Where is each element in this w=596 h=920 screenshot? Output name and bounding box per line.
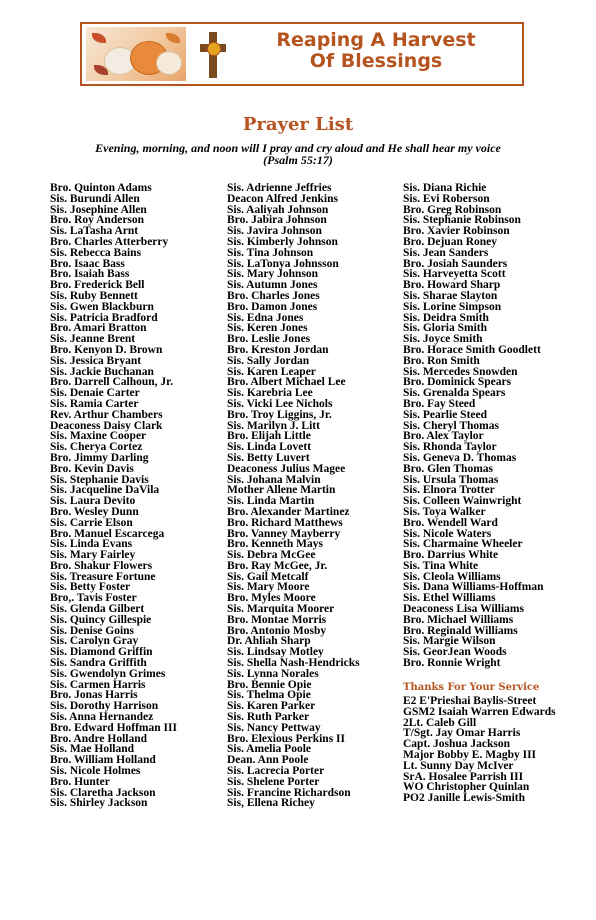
list-item: Sis. Nicole Holmes bbox=[50, 765, 141, 778]
list-item: Sis. Linda Lovett bbox=[227, 441, 312, 454]
list-item: Bro. Leslie Jones bbox=[227, 333, 311, 346]
prayer-list-column-1 bbox=[50, 183, 177, 809]
list-item: Bro. Troy Liggins, Jr. bbox=[227, 408, 332, 421]
list-item: Sis. Treasure Fortune bbox=[50, 570, 156, 583]
list-item: Sis. Carolyn Gray bbox=[50, 635, 139, 648]
list-item: Bro. Wesley Dunn bbox=[50, 505, 139, 518]
list-item: Bro. Richard Matthews bbox=[227, 516, 343, 529]
list-item: Sis. Shella Nash-Hendricks bbox=[227, 657, 360, 670]
list-item: Sis. Jeanne Brent bbox=[50, 333, 136, 346]
list-item: Bro. Isaac Bass bbox=[50, 257, 125, 270]
list-item: Bro. Ray McGee, Jr. bbox=[227, 559, 328, 572]
list-item: Sis. Rebecca Bains bbox=[50, 246, 142, 259]
list-item: Sis. Burundi Allen bbox=[50, 192, 140, 205]
list-item: Bro. Kevin Davis bbox=[50, 462, 134, 475]
list-item: Sis. Amelia Poole bbox=[227, 743, 312, 756]
list-item: Bro. Charles Atterberry bbox=[50, 235, 169, 248]
list-item: Bro. Bennie Opie bbox=[227, 678, 312, 691]
list-item: Bro. Greg Robinson bbox=[403, 203, 502, 216]
list-item: Bro. Albert Michael Lee bbox=[227, 376, 346, 389]
list-item: Bro. Andre Holland bbox=[50, 732, 148, 745]
sunflower-icon bbox=[207, 42, 221, 56]
list-item: Sis. Mary Fairley bbox=[50, 549, 136, 562]
white-pumpkin-icon bbox=[156, 51, 182, 75]
list-item: Bro. Shakur Flowers bbox=[50, 559, 153, 572]
list-item: PO2 Janille Lewis-Smith bbox=[403, 792, 526, 805]
banner-title-line2: Of Blessings bbox=[309, 50, 443, 72]
leaf-icon bbox=[92, 33, 106, 43]
list-item: Bro. Dejuan Roney bbox=[403, 235, 498, 248]
list-item: Sis. Gwen Blackburn bbox=[50, 300, 154, 313]
list-item: Bro. Isaiah Bass bbox=[50, 268, 130, 281]
list-item: Sis. Jackie Buchanan bbox=[50, 365, 154, 378]
list-item: Sis. Johana Malvin bbox=[227, 473, 321, 486]
list-item: Bro. Michael Williams bbox=[403, 613, 514, 626]
list-item: Sis, Ellena Richey bbox=[227, 797, 315, 810]
list-item: Bro. Quinton Adams bbox=[50, 182, 152, 194]
list-item: Sis. Deidra Smith bbox=[403, 311, 489, 324]
list-item: Bro. Darrell Calhoun, Jr. bbox=[50, 376, 174, 389]
list-item: Deaconess Julius Magee bbox=[227, 462, 346, 475]
prayer-list-column-3 bbox=[403, 183, 543, 669]
list-item: Sis. Diana Richie bbox=[403, 182, 487, 194]
list-item: Sis. Shirley Jackson bbox=[50, 797, 148, 810]
list-item: Deacon Alfred Jenkins bbox=[227, 192, 338, 205]
list-item: Sis. Ethel Williams bbox=[403, 592, 496, 605]
list-item: Bro. Glen Thomas bbox=[403, 462, 493, 475]
list-item: Sis. Jacqueline DaVila bbox=[50, 484, 160, 497]
cross-icon bbox=[200, 32, 226, 78]
list-item: Sis. Mercedes Snowden bbox=[403, 365, 518, 378]
list-item: Sis. Joyce Smith bbox=[403, 333, 483, 346]
list-item: Bro. Frederick Bell bbox=[50, 279, 145, 292]
list-item: Bro. Amari Bratton bbox=[50, 322, 147, 335]
list-item: Sis. Vicki Lee Nichols bbox=[227, 397, 333, 410]
list-item: Bro. Howard Sharp bbox=[403, 279, 501, 292]
list-item: Sis. Marilyn J. Litt bbox=[227, 419, 320, 432]
list-item: Sis. Toya Walker bbox=[403, 505, 486, 518]
list-item: E2 E'Prieshai Baylis-Street bbox=[403, 695, 537, 707]
prayer-list-column-2 bbox=[227, 183, 360, 809]
list-item: GSM2 Isaiah Warren Edwards bbox=[403, 705, 556, 718]
list-item: Capt. Joshua Jackson bbox=[403, 738, 511, 751]
list-item: Sis. Ruth Parker bbox=[227, 711, 310, 724]
list-item: Sis. Autumn Jones bbox=[227, 279, 318, 292]
list-item: Bro. Damon Jones bbox=[227, 300, 318, 313]
list-item: Bro. Hunter bbox=[50, 775, 110, 788]
list-item: Sis. Betty Luvert bbox=[227, 451, 310, 464]
list-item: Sis. Edna Jones bbox=[227, 311, 304, 324]
list-item: Sis. Carrie Elson bbox=[50, 516, 133, 529]
list-item: Sis. Grenalda Spears bbox=[403, 387, 506, 400]
list-item: Sis. Josephine Allen bbox=[50, 203, 147, 216]
list-item: Sis. Stephanie Davis bbox=[50, 473, 149, 486]
list-item: Sis. LaTonya Johnsson bbox=[227, 257, 339, 270]
list-item: Sis. Betty Foster bbox=[50, 581, 131, 594]
list-item: Sis. Keren Jones bbox=[227, 322, 308, 335]
list-item: Sis. Claretha Jackson bbox=[50, 786, 156, 799]
list-item: Sis. Sally Jordan bbox=[227, 354, 310, 367]
list-item: Sis. Evi Roberson bbox=[403, 192, 490, 205]
list-item: Bro. Roy Anderson bbox=[50, 214, 145, 227]
list-item: Sis. GeorJean Woods bbox=[403, 646, 507, 659]
list-item: Sis. Karebria Lee bbox=[227, 387, 313, 400]
list-item: Sis. Mary Moore bbox=[227, 581, 310, 594]
list-item: Bro. Dominick Spears bbox=[403, 376, 512, 389]
list-item: Bro. Fay Steed bbox=[403, 397, 476, 410]
list-item: Bro. Elexious Perkins II bbox=[227, 732, 345, 745]
list-item: Bro. Manuel Escarcega bbox=[50, 527, 165, 540]
list-item: Sis. Ruby Bennett bbox=[50, 289, 138, 302]
verse-reference: (Psalm 55:17) bbox=[263, 153, 333, 167]
list-item: Sis. Lacrecia Porter bbox=[227, 765, 325, 778]
list-item: Sis. Dana Williams-Hoffman bbox=[403, 581, 544, 594]
list-item: Sis. Mae Holland bbox=[50, 743, 135, 756]
list-item: Sis. Nicole Waters bbox=[403, 527, 492, 540]
header-banner bbox=[80, 22, 524, 86]
list-item: Sis. Geneva D. Thomas bbox=[403, 451, 517, 464]
list-item: Sis. Jean Sanders bbox=[403, 246, 489, 259]
list-item: Sis. Karen Leaper bbox=[227, 365, 316, 378]
list-item: Sis. Sharae Slayton bbox=[403, 289, 498, 302]
list-item: Sis. Elnora Trotter bbox=[403, 484, 495, 497]
list-item: Sis. Marquita Moorer bbox=[227, 603, 335, 616]
list-item: Sis. Gail Metcalf bbox=[227, 570, 309, 583]
list-item: Sis. Ramia Carter bbox=[50, 397, 139, 410]
list-item: Bro. Jabira Johnson bbox=[227, 214, 327, 227]
list-item: Bro. Charles Jones bbox=[227, 289, 320, 302]
list-item: Sis. Gwendolyn Grimes bbox=[50, 667, 166, 680]
list-item: Sis. LaTasha Arnt bbox=[50, 225, 139, 238]
list-item: Sis. Mary Johnson bbox=[227, 268, 319, 281]
list-item: Sis. Stephanie Robinson bbox=[403, 214, 521, 227]
thanks-for-service-section bbox=[403, 682, 556, 804]
list-item: Lt. Sunny Day McIver bbox=[403, 759, 514, 772]
leaf-icon bbox=[166, 33, 180, 43]
list-item: Sis. Ursula Thomas bbox=[403, 473, 499, 486]
list-item: Sis. Cleola Williams bbox=[403, 570, 501, 583]
list-item: WO Christopher Quinlan bbox=[403, 781, 530, 794]
list-item: Mother Allene Martin bbox=[227, 484, 336, 497]
list-item: Bro. Ron Smith bbox=[403, 354, 480, 367]
list-item: Bro. Edward Hoffman III bbox=[50, 721, 177, 734]
list-item: Bro. William Holland bbox=[50, 754, 156, 767]
scripture-verse bbox=[50, 142, 546, 166]
list-item: Sis. Cherya Cortez bbox=[50, 441, 143, 454]
list-item: Dean. Ann Poole bbox=[227, 754, 309, 767]
list-item: Sis. Laura Devito bbox=[50, 495, 136, 508]
list-item: Sis. Tina White bbox=[403, 559, 479, 572]
list-item: Sis. Lindsay Motley bbox=[227, 646, 324, 659]
list-item: Sis. Pearlie Steed bbox=[403, 408, 487, 421]
list-item: Sis. Dorothy Harrison bbox=[50, 700, 159, 713]
page-title: Prayer List bbox=[242, 114, 354, 135]
list-item: Sis. Javira Johnson bbox=[227, 225, 322, 238]
list-item: Sis. Linda Evans bbox=[50, 538, 133, 551]
list-item: Bro. Jonas Harris bbox=[50, 689, 138, 702]
list-item: Sis. Kimberly Johnson bbox=[227, 235, 338, 248]
list-item: Bro. Jimmy Darling bbox=[50, 451, 149, 464]
list-item: Bro. Montae Morris bbox=[227, 613, 327, 626]
list-item: Sis. Margie Wilson bbox=[403, 635, 496, 648]
list-item: Sis. Jessica Bryant bbox=[50, 354, 142, 367]
list-item: Bro. Ronnie Wright bbox=[403, 657, 501, 670]
list-item: Major Bobby E. Magby III bbox=[403, 748, 537, 761]
list-item: Sis. Thelma Opie bbox=[227, 689, 311, 702]
list-item: Rev. Arthur Chambers bbox=[50, 408, 163, 421]
list-item: Sis. Diamond Griffin bbox=[50, 646, 153, 659]
list-item: 2Lt. Caleb Gill bbox=[403, 716, 477, 729]
list-item: Sis. Nancy Pettway bbox=[227, 721, 321, 734]
list-item: Bro,. Tavis Foster bbox=[50, 592, 137, 605]
list-item: Sis. Rhonda Taylor bbox=[403, 441, 497, 454]
list-item: Sis. Sandra Griffith bbox=[50, 657, 147, 670]
list-item: Sis. Aaliyah Johnson bbox=[227, 203, 329, 216]
list-item: Bro. Kenneth Mays bbox=[227, 538, 323, 551]
list-item: Sis. Shelene Porter bbox=[227, 775, 320, 788]
list-item: Bro. Elijah Little bbox=[227, 430, 311, 443]
banner-title bbox=[232, 30, 520, 72]
list-item: Sis. Adrienne Jeffries bbox=[227, 182, 332, 194]
list-item: Sis. Maxine Cooper bbox=[50, 430, 147, 443]
service-member-list bbox=[403, 696, 556, 804]
list-item: Bro. Wendell Ward bbox=[403, 516, 498, 529]
list-item: Bro. Darrius White bbox=[403, 549, 499, 562]
list-item: Sis. Lynna Norales bbox=[227, 667, 319, 680]
list-item: Sis. Cheryl Thomas bbox=[403, 419, 499, 432]
list-item: Bro. Kenyon D. Brown bbox=[50, 343, 163, 356]
list-item: Sis. Lorine Simpson bbox=[403, 300, 502, 313]
list-item: Sis. Carmen Harris bbox=[50, 678, 146, 691]
list-item: Bro. Reginald Williams bbox=[403, 624, 518, 637]
list-item: Sis. Colleen Wainwright bbox=[403, 495, 522, 508]
verse-text: Evening, morning, and noon will I pray and cry aloud and He shall hear my voice bbox=[95, 141, 501, 155]
list-item: Bro. Josiah Saunders bbox=[403, 257, 508, 270]
list-item: Sis. Gloria Smith bbox=[403, 322, 488, 335]
list-item: Bro. Myles Moore bbox=[227, 592, 316, 605]
list-item: SrA. Hosalee Parrish III bbox=[403, 770, 524, 783]
list-item: Bro. Kreston Jordan bbox=[227, 343, 329, 356]
thanks-heading: Thanks For Your Service bbox=[403, 682, 540, 693]
list-item: Bro. Antonio Mosby bbox=[227, 624, 327, 637]
list-item: T/Sgt. Jay Omar Harris bbox=[403, 727, 521, 740]
list-item: Sis. Linda Martin bbox=[227, 495, 315, 508]
list-item: Sis. Karen Parker bbox=[227, 700, 316, 713]
list-item: Sis. Tina Johnson bbox=[227, 246, 314, 259]
list-item: Sis. Denise Goins bbox=[50, 624, 135, 637]
list-item: Deaconess Lisa Williams bbox=[403, 603, 524, 616]
list-item: Bro. Alex Taylor bbox=[403, 430, 484, 443]
list-item: Bro. Alexander Martinez bbox=[227, 505, 350, 518]
list-item: Sis. Harveyetta Scott bbox=[403, 268, 506, 281]
pumpkin-illustration bbox=[86, 27, 186, 81]
list-item: Sis. Glenda Gilbert bbox=[50, 603, 145, 616]
banner-title-line1: Reaping A Harvest bbox=[276, 29, 476, 51]
list-item: Sis. Debra McGee bbox=[227, 549, 316, 562]
list-item: Sis. Charmaine Wheeler bbox=[403, 538, 523, 551]
list-item: Sis. Denaie Carter bbox=[50, 387, 140, 400]
list-item: Bro. Xavier Robinson bbox=[403, 225, 510, 238]
list-item: Sis. Quincy Gillespie bbox=[50, 613, 152, 626]
list-item: Bro. Vanney Mayberry bbox=[227, 527, 341, 540]
list-item: Bro. Horace Smith Goodlett bbox=[403, 343, 541, 356]
list-item: Sis. Patricia Bradford bbox=[50, 311, 158, 324]
list-item: Deaconess Daisy Clark bbox=[50, 419, 163, 432]
list-item: Sis. Anna Hernandez bbox=[50, 711, 154, 724]
list-item: Sis. Francine Richardson bbox=[227, 786, 351, 799]
list-item: Dr. Ahliah Sharp bbox=[227, 635, 311, 648]
